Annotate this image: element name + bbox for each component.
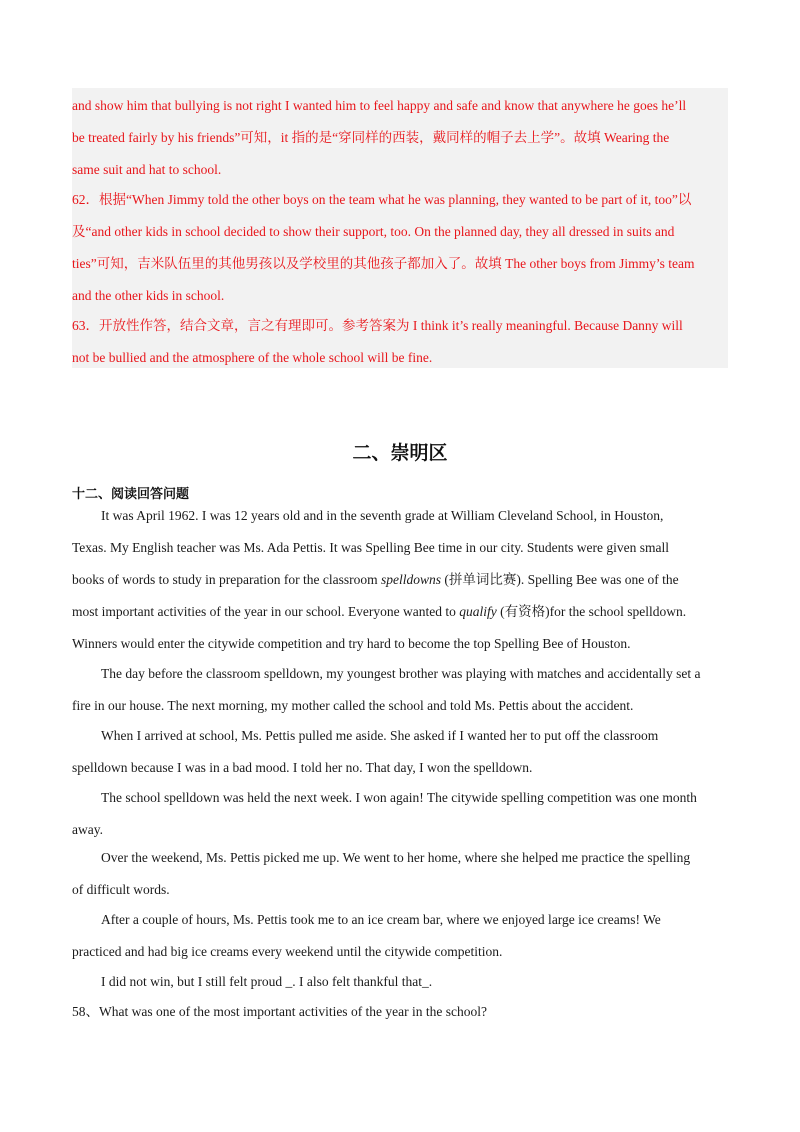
passage-line: away. — [72, 822, 103, 837]
question-heading: 十二、阅读回答问题 — [72, 487, 190, 502]
answer-line-q62: 62．根据“When Jimmy told the other boys on the team what he was planning, they wanted to be part of it, too”以 — [72, 192, 692, 207]
passage-line: I did not win, but I still felt proud _. I also felt thankful that_. — [101, 974, 433, 989]
answer-line: ties”可知，吉米队伍里的其他男孩以及学校里的其他孩子都加入了。故填 The other boys from Jimmy’s team — [72, 256, 695, 271]
answer-line: and the other kids in school. — [72, 288, 225, 303]
passage-line: fire in our house. The next morning, my mother called the school and told Ms. Pettis about the accident. — [72, 698, 634, 713]
passage-line: Over the weekend, Ms. Pettis picked me up. We went to her home, where she helped me practice the spelling — [101, 850, 691, 865]
passage-line: The day before the classroom spelldown, my youngest brother was playing with matches and accidentally set a — [101, 666, 701, 681]
passage-line: The school spelldown was held the next week. I won again! The citywide spelling competition was one month — [101, 790, 697, 805]
answer-line: 及“and other kids in school decided to show their support, too. On the planned day, they all dressed in suits and — [72, 224, 675, 239]
passage-line — [72, 602, 686, 622]
glossed-word-spelldowns: spelldowns — [380, 572, 441, 587]
section-title: 二、崇明区 — [352, 442, 448, 464]
glossed-word-qualify: qualify — [459, 604, 497, 619]
answer-line: same suit and hat to school. — [72, 162, 222, 177]
passage-line — [72, 570, 679, 590]
passage-line: spelldown because I was in a bad mood. I told her no. That day, I won the spelldown. — [72, 760, 533, 775]
answer-line: and show him that bullying is not right I wanted him to feel happy and safe and know that anywhere he goes he’ll — [72, 98, 687, 113]
question-58: 58、What was one of the most important activities of the year in the school? — [72, 1004, 488, 1019]
passage-text: books of words to study in preparation for the classroom — [72, 572, 381, 587]
passage-text: most important activities of the year in our school. Everyone wanted to — [72, 604, 460, 619]
passage-line: When I arrived at school, Ms. Pettis pulled me aside. She asked if I wanted her to put off the classroom — [101, 728, 659, 743]
passage-text: (有资格)for the school spelldown. — [496, 604, 687, 619]
passage-line: Winners would enter the citywide competition and try hard to become the top Spelling Bee of Houston. — [72, 636, 631, 651]
passage-line: practiced and had big ice creams every weekend until the citywide competition. — [72, 944, 503, 959]
passage-line: of difficult words. — [72, 882, 170, 897]
passage-line: It was April 1962. I was 12 years old and in the seventh grade at William Cleveland School, in Houston, — [101, 508, 664, 523]
passage-text: (拼单词比赛). Spelling Bee was one of the — [440, 572, 679, 587]
passage-line: Texas. My English teacher was Ms. Ada Pettis. It was Spelling Bee time in our city. Students were given small — [72, 540, 669, 555]
answer-line: not be bullied and the atmosphere of the whole school will be fine. — [72, 350, 433, 365]
answer-line: be treated fairly by his friends”可知，it 指的是“穿同样的西装，戴同样的帽子去上学”。故填 Wearing the — [72, 130, 670, 145]
answer-line-q63: 63．开放性作答，结合文章，言之有理即可。参考答案为 I think it’s really meaningful. Because Danny will — [72, 318, 683, 333]
passage-line: After a couple of hours, Ms. Pettis took me to an ice cream bar, where we enjoyed large ice creams! We — [101, 912, 661, 927]
